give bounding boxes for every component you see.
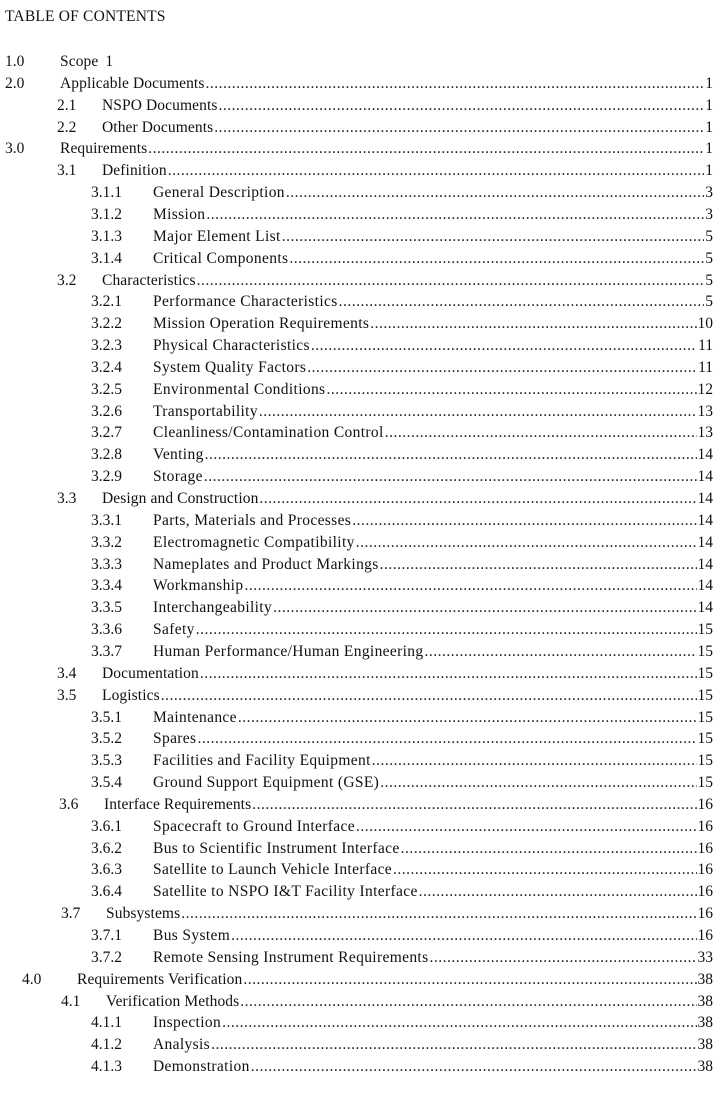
toc-dot-leader — [238, 707, 697, 729]
toc-entry-number: 3.1 — [57, 162, 77, 180]
toc-dot-leader — [429, 947, 696, 969]
toc-entry-label: Documentation — [102, 664, 199, 682]
toc-entry-page: 5 — [705, 271, 713, 289]
toc-entry-page: 16 — [697, 795, 713, 813]
toc-entry-page: 13 — [697, 402, 713, 420]
toc-entry-number: 3.6.1 — [91, 817, 122, 835]
toc-entry-page: 16 — [697, 883, 713, 901]
toc-dot-leader — [311, 335, 697, 357]
toc-entry[interactable] — [91, 422, 713, 444]
toc-entry-page: 5 — [705, 249, 713, 267]
toc-entry-label: Applicable Documents — [60, 74, 205, 92]
toc-entry[interactable] — [91, 554, 713, 576]
toc-entry-label: Remote Sensing Instrument Requirements — [153, 948, 429, 966]
toc-entry[interactable] — [91, 816, 713, 838]
toc-entry-number: 2.1 — [57, 96, 77, 114]
toc-entry-page: 12 — [697, 380, 713, 398]
toc-dot-leader — [372, 750, 697, 772]
toc-entry-label: Design and Construction — [102, 490, 259, 507]
toc-entry-label: Mission — [153, 205, 206, 223]
toc-entry-number: 3.3.2 — [91, 533, 122, 551]
toc-entry-label: Maintenance — [153, 708, 237, 726]
toc-entry[interactable] — [91, 772, 713, 794]
toc-entry[interactable] — [91, 335, 713, 357]
toc-dot-leader — [326, 379, 696, 401]
toc-entry[interactable] — [5, 138, 713, 160]
toc-entry-number: 2.2 — [57, 118, 77, 136]
toc-entry-page: 16 — [697, 861, 713, 879]
toc-dot-leader — [231, 925, 696, 947]
toc-entry-page: 14 — [697, 468, 713, 486]
toc-entry-label: Human Performance/Human Engineering — [153, 642, 424, 660]
toc-entry[interactable] — [61, 903, 713, 925]
toc-entry-number: 3.7.2 — [91, 948, 122, 966]
toc-entry-page: 1 — [705, 96, 713, 114]
toc-dot-leader — [259, 401, 697, 423]
toc-entry-label: Bus System — [153, 927, 231, 944]
toc-entry-number: 3.5.4 — [91, 774, 122, 792]
toc-dot-leader — [356, 532, 697, 554]
toc-entry-page: 38 — [697, 1036, 713, 1054]
toc-dot-leader — [222, 1012, 696, 1034]
toc-entry[interactable] — [91, 226, 713, 248]
toc-entry-label: Transportability — [153, 402, 258, 420]
toc-entry-label: Environmental Conditions — [153, 380, 326, 398]
toc-entry-number: 3.5.1 — [91, 708, 122, 726]
toc-dot-leader — [380, 554, 697, 576]
toc-entry-page: 16 — [697, 927, 713, 944]
toc-entry-page: 33 — [697, 948, 713, 966]
toc-entry-label: Interchangeability — [153, 599, 273, 617]
toc-dot-leader — [425, 641, 697, 663]
toc-dot-leader — [243, 969, 696, 991]
toc-entry-number: 3.1.4 — [91, 249, 122, 267]
toc-entry-label: General Description — [153, 184, 285, 202]
toc-entry-page: 15 — [697, 774, 713, 792]
toc-entry[interactable] — [91, 401, 713, 423]
toc-entry-label: Scope — [60, 53, 99, 70]
toc-entry-page: 15 — [697, 621, 713, 639]
toc-entry[interactable] — [91, 925, 713, 947]
toc-entry-label: Physical Characteristics — [153, 337, 310, 355]
toc-dot-leader — [206, 204, 704, 226]
toc-entry-number: 3.2.7 — [91, 424, 122, 442]
toc-entry-number: 3.2.3 — [91, 337, 122, 355]
toc-dot-leader — [289, 248, 704, 270]
toc-entry-page: 13 — [697, 424, 713, 442]
toc-entry-page: 1 — [705, 140, 713, 158]
toc-entry-label: Verification Methods — [106, 992, 240, 1010]
toc-entry-label: Facilities and Facility Equipment — [153, 752, 371, 770]
toc-entry-number: 3.3.7 — [91, 642, 122, 660]
toc-entry-label: Performance Characteristics — [153, 293, 338, 311]
toc-entry-page: 15 — [697, 642, 713, 660]
toc-dot-leader — [168, 160, 705, 182]
toc-entry[interactable] — [91, 510, 713, 532]
toc-entry-number: 3.2.4 — [91, 358, 122, 376]
toc-entry-page: 38 — [697, 992, 713, 1010]
toc-dot-leader — [259, 488, 696, 510]
toc-entry-label: Mission Operation Requirements — [153, 315, 370, 333]
toc-entry-number: 3.2.6 — [91, 402, 122, 420]
toc-entry-page: 3 — [705, 184, 713, 202]
toc-entry-number: 3.3.5 — [91, 599, 122, 617]
toc-entry[interactable] — [91, 707, 713, 729]
toc-entry-label: Parts, Materials and Processes — [153, 511, 352, 529]
toc-entry[interactable] — [91, 532, 713, 554]
toc-dot-leader — [251, 1056, 697, 1078]
toc-entry-label: Satellite to NSPO I&T Facility Interface — [153, 883, 418, 901]
toc-entry-number: 1.0 — [5, 53, 25, 70]
toc-entry[interactable] — [5, 73, 713, 95]
toc-entry-label: Electromagnetic Compatibility — [153, 533, 355, 551]
toc-entry[interactable] — [91, 1056, 713, 1078]
toc-entry-page: 15 — [697, 752, 713, 770]
toc-entry-label: Requirements Verification — [77, 970, 243, 988]
toc-entry[interactable] — [57, 270, 713, 292]
toc-entry-page: 16 — [697, 839, 713, 857]
toc-dot-leader — [401, 838, 697, 860]
toc-entry-number: 3.2.1 — [91, 293, 122, 311]
toc-entry-page: 11 — [698, 337, 713, 355]
toc-entry[interactable] — [91, 357, 713, 379]
toc-entry[interactable] — [91, 750, 713, 772]
toc-entry-page: 16 — [697, 905, 713, 923]
toc-entry[interactable] — [91, 379, 713, 401]
toc-entry-number: 3.2.5 — [91, 380, 122, 398]
toc-entry-page: 15 — [697, 664, 713, 682]
toc-entry-number: 3.6.3 — [91, 861, 122, 879]
toc-entry[interactable] — [57, 488, 713, 510]
toc-entry-page: 14 — [697, 511, 713, 529]
toc-entry[interactable] — [91, 575, 713, 597]
toc-entry-page: 15 — [697, 708, 713, 726]
toc-entry[interactable] — [91, 466, 713, 488]
toc-entry[interactable] — [91, 182, 713, 204]
toc-dot-leader — [205, 444, 697, 466]
toc-entry-label: Other Documents — [102, 118, 214, 136]
toc-entry-page: 14 — [697, 599, 713, 617]
toc-entry-page: 14 — [697, 446, 713, 464]
toc-entry-page: 15 — [697, 686, 713, 704]
toc-entry-label: Workmanship — [153, 577, 244, 595]
toc-dot-leader — [197, 270, 705, 292]
toc-dot-leader — [244, 575, 696, 597]
toc-entry-label: Logistics — [102, 686, 160, 704]
toc-entry[interactable] — [91, 881, 713, 903]
toc-entry[interactable] — [57, 160, 713, 182]
toc-dot-leader — [273, 597, 696, 619]
toc-entry-page: 5 — [705, 227, 713, 245]
toc-entry-number: 3.6.2 — [91, 839, 122, 857]
toc-entry[interactable] — [91, 597, 713, 619]
toc-entry-label: Demonstration — [153, 1058, 250, 1076]
toc-entry[interactable] — [91, 838, 713, 860]
toc-entry-page: 38 — [697, 970, 713, 988]
toc-entry-number: 3.6.4 — [91, 883, 122, 901]
toc-entry-label: Bus to Scientific Instrument Interface — [153, 839, 400, 857]
toc-entry-number: 3.2 — [57, 271, 77, 289]
toc-entry[interactable] — [91, 444, 713, 466]
toc-entry-page: 14 — [697, 533, 713, 551]
toc-entry-label: Venting — [153, 446, 204, 464]
toc-entry-number: 3.3.4 — [91, 577, 122, 595]
toc-entry-label: Nameplates and Product Markings — [153, 555, 379, 573]
toc-entry[interactable] — [22, 969, 713, 991]
toc-entry-page: 14 — [697, 555, 713, 573]
toc-dot-leader — [214, 117, 704, 139]
toc-entry-number: 3.0 — [5, 140, 25, 158]
toc-entry-number: 3.3 — [57, 490, 77, 507]
toc-entry-label: Storage — [153, 468, 203, 486]
toc-entry-page: 14 — [697, 577, 713, 595]
toc-entry-number: 3.1.2 — [91, 205, 122, 223]
toc-entry-label: Spacecraft to Ground Interface — [153, 817, 355, 835]
toc-entry-number: 4.1 — [61, 992, 81, 1010]
toc-entry-number: 3.1.1 — [91, 184, 122, 202]
toc-dot-leader — [286, 182, 704, 204]
toc-entry[interactable] — [91, 859, 713, 881]
toc-entry[interactable] — [91, 248, 713, 270]
toc-entry-label: Interface Requirements — [104, 795, 252, 813]
toc-dot-leader — [205, 73, 704, 95]
toc-dot-leader — [181, 903, 696, 925]
toc-entry[interactable] — [91, 619, 713, 641]
toc-entry[interactable] — [91, 641, 713, 663]
toc-entry-label: Inspection — [153, 1014, 222, 1032]
toc-dot-leader — [240, 991, 696, 1013]
toc-entry-label: Cleanliness/Contamination Control — [153, 424, 384, 442]
toc-dot-leader — [393, 859, 696, 881]
toc-entry-number: 3.5.2 — [91, 730, 122, 748]
toc-entry-number: 3.5 — [57, 686, 77, 704]
toc-entry[interactable] — [91, 313, 713, 335]
toc-entry-label: Spares — [153, 730, 197, 748]
toc-dot-leader — [196, 619, 697, 641]
toc-dot-leader — [204, 466, 697, 488]
toc-entry-number: 3.3.1 — [91, 511, 122, 529]
toc-entry-page: 1 — [105, 53, 114, 70]
toc-entry-page: 15 — [697, 730, 713, 748]
toc-dot-leader — [197, 728, 696, 750]
toc-entry[interactable] — [57, 117, 713, 139]
toc-entry-label: NSPO Documents — [102, 96, 218, 114]
toc-entry-page: 38 — [697, 1058, 713, 1076]
toc-entry[interactable] — [57, 663, 713, 685]
toc-entry-page: 16 — [697, 817, 713, 835]
toc-dot-leader — [339, 291, 705, 313]
toc-dot-leader — [148, 138, 704, 160]
toc-dot-leader — [380, 772, 696, 794]
toc-entry-page: 11 — [698, 358, 713, 376]
toc-entry-number: 3.7.1 — [91, 927, 122, 944]
toc-entry-page: 1 — [705, 162, 713, 180]
toc-dot-leader — [385, 422, 697, 444]
toc-entry[interactable] — [59, 794, 713, 816]
toc-entry-page: 5 — [705, 293, 713, 311]
toc-entry-number: 3.4 — [57, 664, 77, 682]
toc-entry-number: 3.2.2 — [91, 315, 122, 333]
toc-entry-page: 38 — [697, 1014, 713, 1032]
toc-entry-label: Requirements — [60, 140, 148, 158]
toc-entry-number: 2.0 — [5, 74, 25, 92]
toc-dot-leader — [307, 357, 697, 379]
toc-entry-page: 1 — [705, 74, 713, 92]
toc-entry-number: 4.1.2 — [91, 1036, 122, 1054]
toc-entry[interactable] — [57, 685, 713, 707]
toc-title: TABLE OF CONTENTS — [5, 8, 166, 25]
toc-entry-label: Critical Components — [153, 249, 289, 267]
toc-entry[interactable] — [61, 991, 713, 1013]
toc-entry-number: 4.1.3 — [91, 1058, 122, 1076]
toc-entry[interactable] — [91, 291, 713, 313]
toc-entry-label: System Quality Factors — [153, 358, 307, 376]
toc-entry-label: Definition — [102, 162, 167, 180]
toc-dot-leader — [352, 510, 696, 532]
toc-entry[interactable] — [91, 1012, 713, 1034]
toc-entry-number: 3.5.3 — [91, 752, 122, 770]
toc-entry-number: 3.2.9 — [91, 468, 122, 486]
toc-dot-leader — [219, 95, 705, 117]
toc-entry[interactable] — [91, 947, 713, 969]
toc-entry-label: Analysis — [153, 1036, 211, 1054]
toc-entry-number: 3.2.8 — [91, 446, 122, 464]
toc-entry-label: Ground Support Equipment (GSE) — [153, 774, 380, 792]
toc-entry-page: 3 — [705, 205, 713, 223]
toc-entry-page: 10 — [697, 315, 713, 333]
toc-entry-number: 3.6 — [59, 795, 79, 813]
toc-entry-label: Subsystems — [106, 905, 181, 923]
toc-entry-number: 3.1.3 — [91, 227, 122, 245]
toc-entry[interactable] — [91, 728, 713, 750]
toc-entry-label: Satellite to Launch Vehicle Interface — [153, 861, 393, 879]
toc-entry[interactable] — [91, 204, 713, 226]
toc-dot-leader — [419, 881, 697, 903]
toc-entry[interactable] — [91, 1034, 713, 1056]
toc-entry-page: 1 — [705, 118, 713, 136]
toc-entry-number: 4.1.1 — [91, 1014, 122, 1032]
toc-dot-leader — [161, 685, 697, 707]
toc-entry-number: 4.0 — [22, 970, 42, 988]
toc-dot-leader — [282, 226, 705, 248]
toc-entry-label: Characteristics — [102, 271, 196, 289]
toc-dot-leader — [370, 313, 696, 335]
toc-entry-number: 3.3.6 — [91, 621, 122, 639]
toc-dot-leader — [200, 663, 697, 685]
toc-dot-leader — [356, 816, 697, 838]
toc-entry-number: 3.3.3 — [91, 555, 122, 573]
toc-entry[interactable] — [5, 51, 113, 73]
toc-entry-label: Major Element List — [153, 227, 281, 245]
toc-dot-leader — [211, 1034, 696, 1056]
toc-entry-number: 3.7 — [61, 905, 81, 923]
toc-entry-label: Safety — [153, 621, 195, 639]
toc-entry-page: 14 — [697, 490, 713, 507]
toc-dot-leader — [252, 794, 696, 816]
toc-entry[interactable] — [57, 95, 713, 117]
